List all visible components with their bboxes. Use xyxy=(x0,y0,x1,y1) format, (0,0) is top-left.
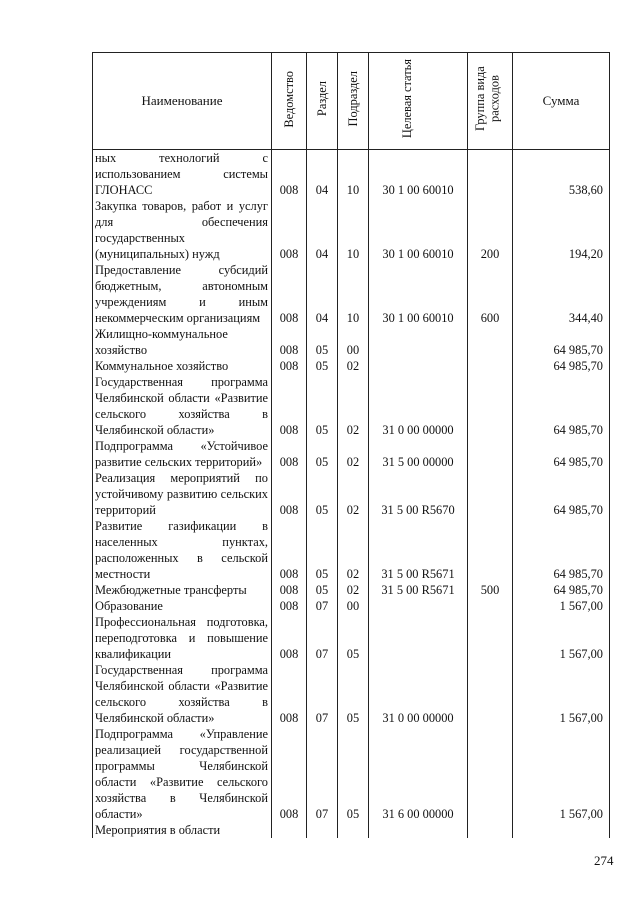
cell-vedomstvo: 008 xyxy=(272,438,307,470)
cell-name: Государственная программа Челябинской области «Развитие сельского хозяйства в Челябинской области» xyxy=(93,374,272,438)
cell-gruppa xyxy=(468,822,513,838)
cell-razdel: 07 xyxy=(307,598,338,614)
cell-name: Подпрограмма «Управление реализацией государственной программы Челябинской области «Развитие сельского хозяйства в Челябинской области» xyxy=(93,726,272,822)
cell-vedomstvo xyxy=(272,822,307,838)
cell-vedomstvo: 008 xyxy=(272,614,307,662)
cell-tselevaya-statya: 31 5 00 R5671 xyxy=(369,518,468,582)
cell-vedomstvo: 008 xyxy=(272,518,307,582)
cell-name: Образование xyxy=(93,598,272,614)
header-name: Наименование xyxy=(93,53,272,150)
cell-summa: 1 567,00 xyxy=(513,662,610,726)
cell-summa: 64 985,70 xyxy=(513,326,610,358)
table-row xyxy=(93,374,610,438)
cell-name: ных технологий с использованием системы ГЛОНАСС xyxy=(93,150,272,199)
cell-tselevaya-statya: 31 5 00 00000 xyxy=(369,438,468,470)
table-row xyxy=(93,438,610,470)
cell-gruppa xyxy=(468,662,513,726)
cell-gruppa: 600 xyxy=(468,262,513,326)
cell-tselevaya-statya: 30 1 00 60010 xyxy=(369,262,468,326)
cell-gruppa xyxy=(468,614,513,662)
cell-podrazdel: 02 xyxy=(338,470,369,518)
table-row xyxy=(93,262,610,326)
cell-razdel: 04 xyxy=(307,150,338,199)
cell-vedomstvo: 008 xyxy=(272,726,307,822)
cell-vedomstvo: 008 xyxy=(272,262,307,326)
cell-name: Реализация мероприятий по устойчивому развитию сельских территорий xyxy=(93,470,272,518)
cell-tselevaya-statya: 30 1 00 60010 xyxy=(369,150,468,199)
cell-summa: 1 567,00 xyxy=(513,614,610,662)
header-summa: Сумма xyxy=(513,53,610,150)
table-row xyxy=(93,582,610,598)
header-vedomstvo: Ведомство xyxy=(272,53,307,150)
cell-razdel: 04 xyxy=(307,198,338,262)
cell-podrazdel: 10 xyxy=(338,262,369,326)
header-razdel: Раздел xyxy=(307,53,338,150)
cell-summa: 64 985,70 xyxy=(513,470,610,518)
cell-vedomstvo: 008 xyxy=(272,374,307,438)
cell-tselevaya-statya: 30 1 00 60010 xyxy=(369,198,468,262)
cell-vedomstvo: 008 xyxy=(272,150,307,199)
cell-gruppa xyxy=(468,518,513,582)
cell-vedomstvo: 008 xyxy=(272,470,307,518)
cell-podrazdel: 02 xyxy=(338,582,369,598)
cell-gruppa: 200 xyxy=(468,198,513,262)
table-header-row xyxy=(93,53,610,150)
cell-name: Государственная программа Челябинской области «Развитие сельского хозяйства в Челябинской области» xyxy=(93,662,272,726)
cell-summa: 64 985,70 xyxy=(513,374,610,438)
cell-tselevaya-statya xyxy=(369,326,468,358)
cell-tselevaya-statya xyxy=(369,358,468,374)
cell-podrazdel: 10 xyxy=(338,198,369,262)
table-row xyxy=(93,358,610,374)
header-tselevaya-statya: Целевая статья xyxy=(369,53,468,150)
table-row xyxy=(93,326,610,358)
cell-tselevaya-statya: 31 5 00 R5671 xyxy=(369,582,468,598)
cell-gruppa xyxy=(468,374,513,438)
cell-podrazdel xyxy=(338,822,369,838)
cell-razdel: 07 xyxy=(307,614,338,662)
cell-razdel: 05 xyxy=(307,438,338,470)
cell-name: Жилищно-коммунальное хозяйство xyxy=(93,326,272,358)
table-row xyxy=(93,598,610,614)
cell-razdel: 05 xyxy=(307,326,338,358)
cell-podrazdel: 02 xyxy=(338,438,369,470)
cell-gruppa xyxy=(468,598,513,614)
cell-razdel: 05 xyxy=(307,518,338,582)
cell-razdel xyxy=(307,822,338,838)
cell-razdel: 07 xyxy=(307,726,338,822)
cell-tselevaya-statya: 31 6 00 00000 xyxy=(369,726,468,822)
cell-name: Подпрограмма «Устойчивое развитие сельских территорий» xyxy=(93,438,272,470)
cell-vedomstvo: 008 xyxy=(272,198,307,262)
cell-tselevaya-statya xyxy=(369,598,468,614)
cell-summa: 344,40 xyxy=(513,262,610,326)
cell-podrazdel: 05 xyxy=(338,662,369,726)
cell-gruppa xyxy=(468,470,513,518)
cell-vedomstvo: 008 xyxy=(272,662,307,726)
table-row xyxy=(93,198,610,262)
cell-name: Профессиональная подготовка, переподготовка и повышение квалификации xyxy=(93,614,272,662)
cell-summa: 64 985,70 xyxy=(513,438,610,470)
cell-gruppa: 500 xyxy=(468,582,513,598)
header-gruppa-vida-rashodov: Группа вида расходов xyxy=(468,53,513,150)
table-row xyxy=(93,726,610,822)
cell-razdel: 05 xyxy=(307,358,338,374)
table-row xyxy=(93,150,610,199)
cell-podrazdel: 00 xyxy=(338,598,369,614)
cell-podrazdel: 02 xyxy=(338,518,369,582)
cell-name: Коммунальное хозяйство xyxy=(93,358,272,374)
cell-gruppa xyxy=(468,726,513,822)
cell-name: Развитие газификации в населенных пунктах, расположенных в сельской местности xyxy=(93,518,272,582)
cell-vedomstvo: 008 xyxy=(272,326,307,358)
cell-vedomstvo: 008 xyxy=(272,582,307,598)
cell-tselevaya-statya xyxy=(369,614,468,662)
cell-podrazdel: 05 xyxy=(338,614,369,662)
budget-table xyxy=(92,52,610,838)
cell-gruppa xyxy=(468,358,513,374)
table-row xyxy=(93,470,610,518)
cell-gruppa xyxy=(468,150,513,199)
cell-razdel: 07 xyxy=(307,662,338,726)
cell-tselevaya-statya: 31 0 00 00000 xyxy=(369,662,468,726)
table-row xyxy=(93,518,610,582)
cell-podrazdel: 05 xyxy=(338,726,369,822)
cell-gruppa xyxy=(468,326,513,358)
cell-razdel: 04 xyxy=(307,262,338,326)
cell-vedomstvo: 008 xyxy=(272,598,307,614)
cell-razdel: 05 xyxy=(307,470,338,518)
cell-summa: 1 567,00 xyxy=(513,726,610,822)
cell-podrazdel: 02 xyxy=(338,374,369,438)
cell-summa: 64 985,70 xyxy=(513,358,610,374)
header-podrazdel: Подраздел xyxy=(338,53,369,150)
cell-summa: 538,60 xyxy=(513,150,610,199)
table-row xyxy=(93,662,610,726)
cell-name: Предоставление субсидий бюджетным, автономным учреждениям и иным некоммерческим организациям xyxy=(93,262,272,326)
cell-razdel: 05 xyxy=(307,582,338,598)
table-row xyxy=(93,614,610,662)
cell-summa: 1 567,00 xyxy=(513,598,610,614)
cell-razdel: 05 xyxy=(307,374,338,438)
cell-podrazdel: 00 xyxy=(338,326,369,358)
cell-summa xyxy=(513,822,610,838)
cell-summa: 194,20 xyxy=(513,198,610,262)
cell-podrazdel: 02 xyxy=(338,358,369,374)
table-row xyxy=(93,822,610,838)
cell-vedomstvo: 008 xyxy=(272,358,307,374)
cell-summa: 64 985,70 xyxy=(513,518,610,582)
cell-summa: 64 985,70 xyxy=(513,582,610,598)
cell-tselevaya-statya: 31 5 00 R5670 xyxy=(369,470,468,518)
cell-tselevaya-statya xyxy=(369,822,468,838)
page-number: 274 xyxy=(594,853,614,868)
cell-name: Мероприятия в области xyxy=(93,822,272,838)
cell-name: Закупка товаров, работ и услуг для обеспечения государственных (муниципальных) нужд xyxy=(93,198,272,262)
cell-gruppa xyxy=(468,438,513,470)
cell-podrazdel: 10 xyxy=(338,150,369,199)
cell-tselevaya-statya: 31 0 00 00000 xyxy=(369,374,468,438)
cell-name: Межбюджетные трансферты xyxy=(93,582,272,598)
